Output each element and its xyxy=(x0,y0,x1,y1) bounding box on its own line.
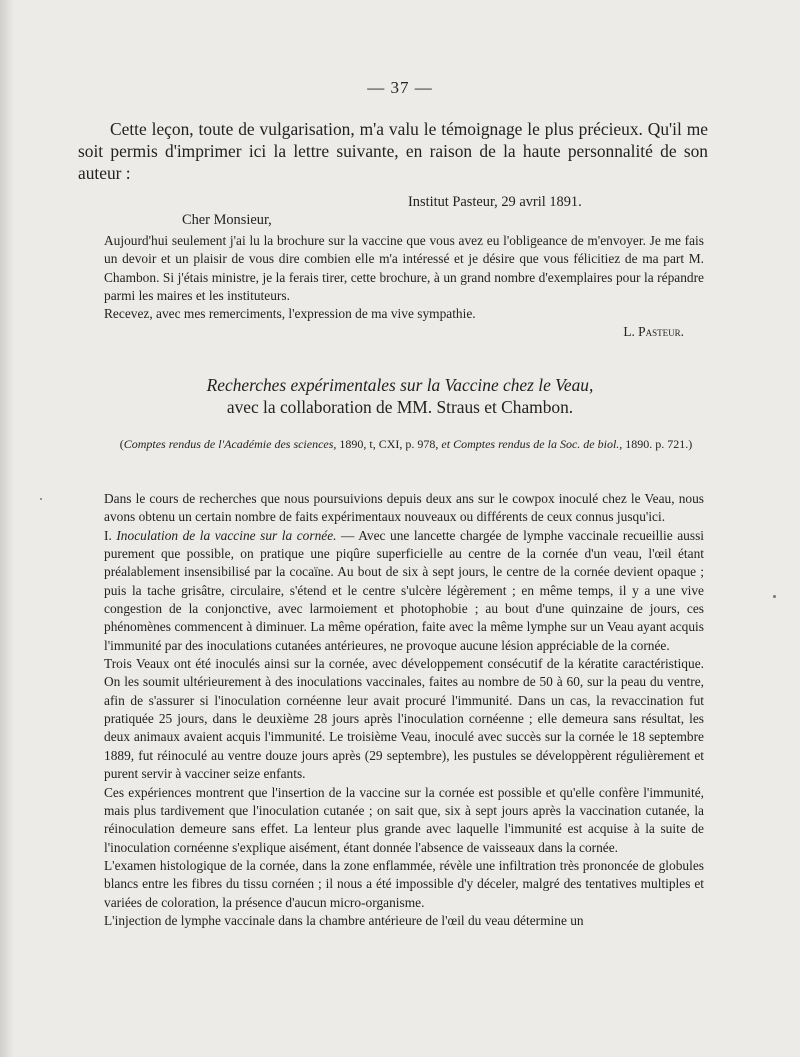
section-number: I. xyxy=(104,527,117,543)
body-paragraph: L'examen histologique de la cornée, dans la zone enflammée, révèle une infiltration très prononcée de globules blancs entre les fibres du tissu cornéen ; il nous a été impossible d'y déceler, malgré des tentatives multiples et variées de coloration, la présence d'aucun micro-organisme. xyxy=(104,857,704,910)
letter-paragraph: Recevez, avec mes remerciments, l'expression de ma vive sympathie. xyxy=(104,306,476,322)
letter-paragraph: Aujourd'hui seulement j'ai lu la brochure sur la vaccine que vous avez eu l'obligeance de m'envoyer. Je me fais un devoir et un plaisir de vous dire combien elle m'a intéressé et je désire que vous félicitiez de ma part M. Chambon. Si j'étais ministre, je la ferais tirer, cette brochure, à un grand nombre d'exemplaires pour la répandre parmi les maires et les instituteurs. xyxy=(104,233,704,303)
intro-text: Cette leçon, toute de vulgarisation, m'a valu le témoignage le plus précieux. Qu'il me soit permis d'imprimer ici la lettre suivante, en raison de la haute personnalité de son auteur : xyxy=(78,119,708,183)
reference-citation-1: 1890, t, CXI, p. 978, xyxy=(336,437,442,451)
body-paragraph: Dans le cours de recherches que nous poursuivions depuis deux ans sur le cowpox inoculé chez le Veau, nous avons obtenu un certain nombre de faits expérimentaux nouveaux ou différents de ceux connus jusqu'ici. xyxy=(104,491,704,525)
scan-edge-shadow xyxy=(0,0,14,1057)
body-paragraph: Ces expériences montrent que l'insertion de la vaccine sur la cornée est possible et qu'elle confère l'immunité, mais plus tardivement que l'inoculation cutanée ; on sait que, six à sept jours après la vaccination cutanée, la réinoculation demeure sans effet. La lenteur plus grande avec laquelle l'immunité est acquise à la suite de l'inoculation cornéenne s'explique aisément, étant donnée l'absence de vaisseaux dans la cornée. xyxy=(104,784,704,855)
reference-open: ( xyxy=(119,437,124,451)
subsection-text: — Avec une lancette chargée de lymphe vaccinale recueillie aussi purement que possible, on pratique une piqûre superficielle au centre de la cornée d'un veau, l'œil étant préalablement insensibilisé par la cocaïne. Au bout de six à sept jours, le centre de la cornée devient opaque ; puis la tache grisâtre, circulaire, s'étend et le centre s'ulcère légèrement ; en même temps, il y a une vive congestion de la conjonctive, avec larmoiement et photophobie ; au bout d'une quinzaine de jours, ces phénomènes commencent à diminuer. La même opération, faite avec la même lymphe sur un Veau ayant acquis l'immunité par des inoculations cutanées antérieures, ne provoque aucune lésion appréciable de la cornée. xyxy=(104,527,705,653)
letter-body xyxy=(104,232,704,323)
reference-journal-2: et Comptes rendus de la Soc. de biol., xyxy=(441,437,623,451)
intro-paragraph xyxy=(78,118,708,184)
letter-signature: L. Pasteur. xyxy=(623,324,684,339)
section-title xyxy=(0,374,800,418)
subsection-title: Inoculation de la vaccine sur la cornée. xyxy=(116,527,337,543)
letter-date-line: Institut Pasteur, 29 avril 1891. xyxy=(408,194,582,210)
reference-citation-2: 1890. p. 721.) xyxy=(622,437,693,451)
body-paragraph: Trois Veaux ont été inoculés ainsi sur la cornée, avec développement consécutif de la kératite caractéristique. On les soumit ultérieurement à des inoculations vaccinales, faites au nombre de 50 à 60, sur la peau du ventre, afin de s'assurer si l'inoculation cornéenne leur avait procuré l'immunité. Dans un cas, la revaccination fut pratiquée 25 jours, dans le deuxième 28 jours après l'inoculation cornéenne ; elle demeura sans résultat, les deux animaux avaient acquis l'immunité. Le troisième Veau, inoculé avec succès sur la cornée le 18 septembre 1889, fut réinoculé au ventre douze jours après (29 septembre), les pustules se développèrent régulièrement et purent servir à vacciner seize enfants. xyxy=(104,656,704,782)
body-paragraph: L'injection de lymphe vaccinale dans la chambre antérieure de l'œil du veau détermine un xyxy=(104,912,584,928)
section-reference xyxy=(96,436,716,453)
scan-speck xyxy=(40,498,42,500)
article-body xyxy=(104,490,704,930)
section-title-line1: Recherches expérimentales sur la Vaccine chez le Veau, xyxy=(206,375,594,395)
scan-speck xyxy=(773,595,776,598)
section-title-line2: avec la collaboration de MM. Straus et Chambon. xyxy=(226,397,574,417)
page-number: — 37 — xyxy=(367,78,433,97)
body-paragraph-section-1 xyxy=(104,527,704,655)
reference-journal-1: Comptes rendus de l'Académie des sciences, xyxy=(123,437,337,451)
letter-salutation: Cher Monsieur, xyxy=(182,212,272,228)
